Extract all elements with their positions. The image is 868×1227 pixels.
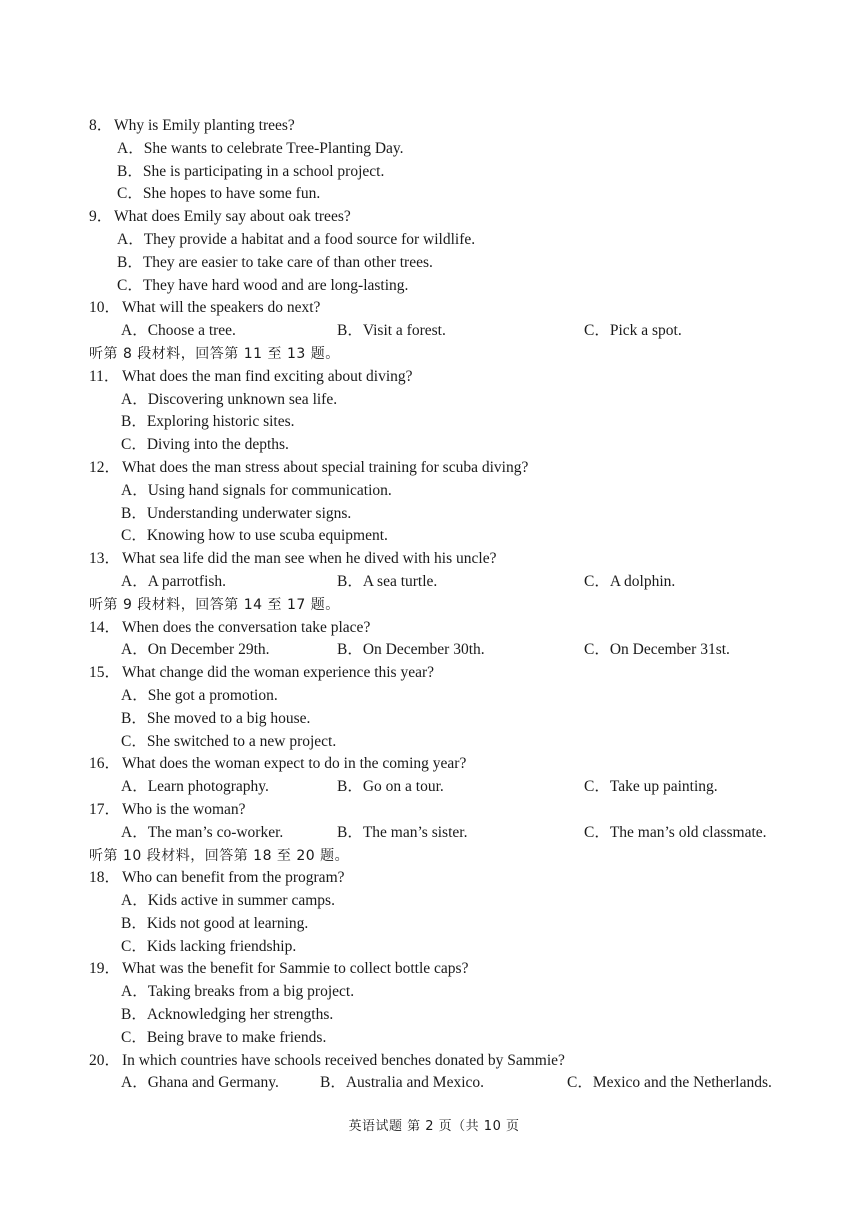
question-text: Who can benefit from the program? — [122, 869, 345, 887]
option: B．A sea turtle. — [337, 572, 438, 590]
question-text: In which countries have schools received benches donated by Sammie? — [122, 1051, 565, 1069]
option: B．Kids not good at learning. — [121, 914, 309, 932]
question-text: What will the speakers do next? — [122, 299, 321, 317]
question-list — [0, 115, 868, 1095]
section-heading: 听第 9 段材料，回答第 14 至 17 题。 — [89, 596, 340, 613]
option: B．The man’s sister. — [337, 823, 468, 841]
question-number: 16． — [89, 755, 121, 773]
question-number: 12． — [89, 458, 121, 476]
question-text: When does the conversation take place? — [122, 618, 371, 636]
option: C．Pick a spot. — [584, 322, 682, 340]
option: B．Visit a forest. — [337, 322, 446, 340]
option: B．Go on a tour. — [337, 778, 444, 796]
question-number: 18． — [89, 869, 121, 887]
option-row — [0, 639, 868, 662]
question-13 — [0, 548, 868, 571]
option-row — [0, 776, 868, 799]
question-8 — [0, 115, 868, 138]
option: B．She is participating in a school project. — [117, 162, 385, 180]
option: C．On December 31st. — [584, 641, 730, 659]
option: A．Using hand signals for communication. — [121, 481, 392, 499]
option: C．Kids lacking friendship. — [121, 937, 297, 955]
option: C．Being brave to make friends. — [121, 1028, 327, 1046]
question-text: What does the woman expect to do in the coming year? — [122, 755, 467, 773]
option-row — [0, 320, 868, 343]
question-number: 10． — [89, 299, 121, 317]
question-text: What does the man find exciting about diving? — [122, 367, 413, 385]
question-17 — [0, 799, 868, 822]
option: A．Discovering unknown sea life. — [121, 390, 338, 408]
option: C．A dolphin. — [584, 572, 676, 590]
option-row — [0, 571, 868, 594]
option: C．Mexico and the Netherlands. — [567, 1074, 772, 1092]
option: C．Diving into the depths. — [121, 436, 289, 454]
question-text: What does the man stress about special training for scuba diving? — [122, 458, 529, 476]
question-number: 20． — [89, 1051, 121, 1069]
option: C．She hopes to have some fun. — [117, 185, 321, 203]
option: A．On December 29th. — [121, 641, 270, 659]
option: A．She wants to celebrate Tree-Planting Day. — [117, 139, 404, 157]
question-text: What change did the woman experience this year? — [122, 664, 435, 682]
question-text: Who is the woman? — [122, 800, 246, 818]
question-number: 9． — [89, 208, 113, 226]
question-18 — [0, 867, 868, 890]
option: A．Learn photography. — [121, 778, 269, 796]
option: B．Exploring historic sites. — [121, 413, 295, 431]
option: C．They have hard wood and are long-lasting. — [117, 276, 409, 294]
option: A．She got a promotion. — [121, 686, 278, 704]
option-row — [0, 1072, 868, 1095]
option: A．Choose a tree. — [121, 322, 236, 340]
option: C．The man’s old classmate. — [584, 823, 767, 841]
page-footer: 英语试题 第 2 页（共 10 页 — [348, 1119, 520, 1134]
question-12 — [0, 457, 868, 480]
option: C．Knowing how to use scuba equipment. — [121, 527, 388, 545]
question-number: 14． — [89, 618, 121, 636]
question-9 — [0, 206, 868, 229]
question-text: Why is Emily planting trees? — [114, 117, 295, 134]
question-number: 11． — [89, 367, 120, 385]
option-row — [0, 822, 868, 845]
question-number: 17． — [89, 800, 121, 818]
option: A．Taking breaks from a big project. — [121, 983, 355, 1001]
question-text: What was the benefit for Sammie to collect bottle caps? — [122, 960, 469, 978]
question-19 — [0, 958, 868, 981]
question-number: 19． — [89, 960, 121, 978]
question-15 — [0, 662, 868, 685]
question-14 — [0, 617, 868, 640]
option: C．Take up painting. — [584, 778, 718, 796]
option: B．On December 30th. — [337, 641, 485, 659]
option: C．She switched to a new project. — [121, 732, 337, 750]
question-number: 13． — [89, 550, 121, 568]
section-heading: 听第 8 段材料，回答第 11 至 13 题。 — [89, 345, 340, 362]
question-20 — [0, 1050, 868, 1073]
option: A．A parrotfish. — [121, 572, 227, 590]
question-text: What sea life did the man see when he dived with his uncle? — [122, 550, 497, 568]
option: B．Acknowledging her strengths. — [121, 1006, 334, 1024]
section-heading: 听第 10 段材料，回答第 18 至 20 题。 — [89, 847, 350, 864]
question-11 — [0, 366, 868, 389]
option: B．Australia and Mexico. — [320, 1074, 485, 1092]
option: B．Understanding underwater signs. — [121, 504, 352, 522]
question-number: 8． — [89, 117, 113, 134]
question-text: What does Emily say about oak trees? — [114, 208, 351, 226]
option: B．She moved to a big house. — [121, 709, 311, 727]
option: A．Kids active in summer camps. — [121, 892, 335, 910]
question-16 — [0, 753, 868, 776]
option: B．They are easier to take care of than other trees. — [117, 253, 433, 271]
question-number: 15． — [89, 664, 121, 682]
option: A．They provide a habitat and a food source for wildlife. — [117, 230, 476, 248]
option: A．The man’s co-worker. — [121, 823, 284, 841]
question-10 — [0, 297, 868, 320]
option: A．Ghana and Germany. — [121, 1074, 279, 1092]
